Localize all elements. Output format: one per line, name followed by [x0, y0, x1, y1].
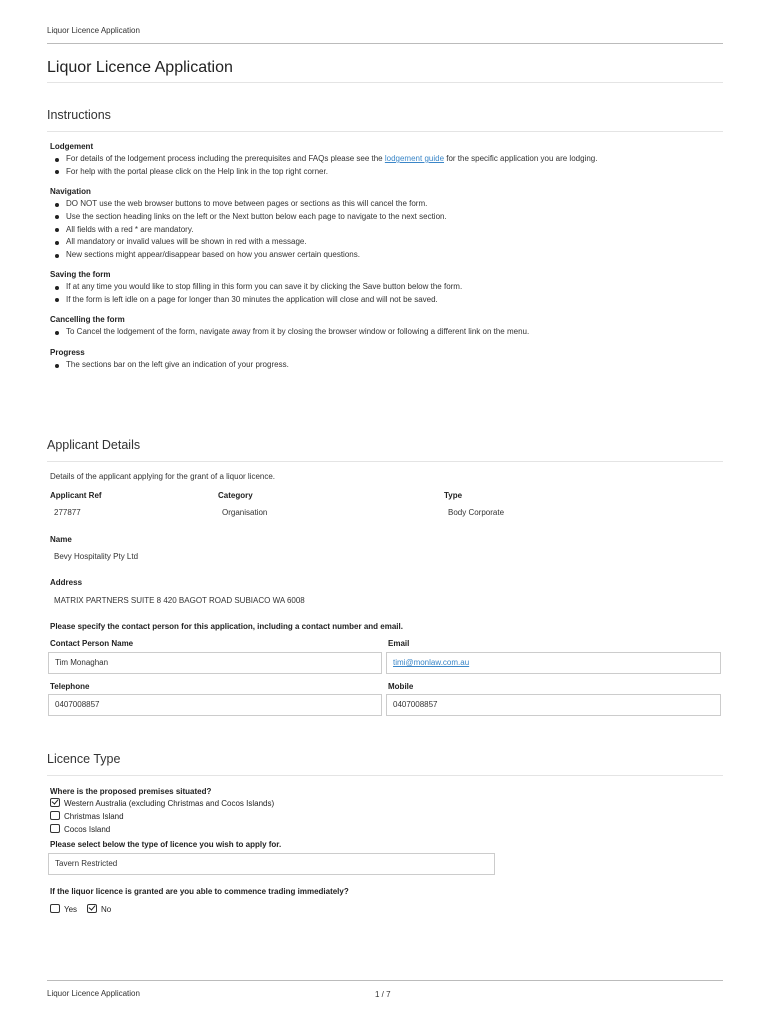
- premises-question: Where is the proposed premises situated?: [50, 787, 212, 796]
- applicant-ref-label: Applicant Ref: [50, 491, 102, 500]
- cancelling-list: [53, 326, 529, 339]
- list-item: If at any time you would like to stop filling in this form you can save it by clicking the Save button below the form.: [53, 281, 462, 294]
- footer-title: Liquor Licence Application: [47, 989, 140, 998]
- running-header: Liquor Licence Application: [47, 26, 140, 35]
- name-label: Name: [50, 535, 72, 544]
- applicant-description: Details of the applicant applying for the grant of a liquor licence.: [50, 472, 276, 481]
- lodgement-guide-link[interactable]: lodgement guide: [384, 154, 445, 163]
- premises-option-christmas[interactable]: Christmas Island: [50, 812, 124, 821]
- telephone-label: Telephone: [50, 682, 90, 691]
- list-item: For details of the lodgement process including the prerequisites and FAQs please see the lodgement guide for the specific application you are lodging.: [53, 153, 597, 166]
- applicant-ref-value: 277877: [54, 508, 81, 517]
- name-value: Bevy Hospitality Pty Ltd: [54, 552, 139, 561]
- list-item: The sections bar on the left give an indication of your progress.: [53, 359, 289, 372]
- navigation-title: Navigation: [50, 187, 91, 196]
- address-value: MATRIX PARTNERS SUITE 8 420 BAGOT ROAD SUBIACO WA 6008: [54, 596, 305, 605]
- lodgement-title: Lodgement: [50, 142, 94, 151]
- licence-divider: [47, 775, 723, 776]
- mobile-label: Mobile: [388, 682, 414, 691]
- lodgement-list: [53, 153, 597, 179]
- address-label: Address: [50, 578, 83, 587]
- list-item: New sections might appear/disappear based on how you answer certain questions.: [53, 249, 447, 262]
- instructions-heading: Instructions: [47, 108, 111, 122]
- checkbox-checked-icon[interactable]: [50, 798, 60, 807]
- instructions-divider: [47, 131, 723, 132]
- applicant-heading: Applicant Details: [47, 438, 141, 452]
- list-item: Use the section heading links on the left or the Next button below each page to navigate to the next section.: [53, 211, 447, 224]
- telephone-field[interactable]: 0407008857: [48, 694, 382, 716]
- page-number: 1 / 7: [375, 990, 391, 999]
- checkbox-unchecked-icon[interactable]: [50, 824, 60, 833]
- checkbox-checked-icon[interactable]: [87, 904, 97, 913]
- licence-type-prompt: Please select below the type of licence you wish to apply for.: [50, 840, 282, 849]
- progress-title: Progress: [50, 348, 85, 357]
- page-title: Liquor Licence Application: [47, 59, 233, 76]
- title-divider: [47, 82, 723, 83]
- header-divider: [47, 43, 723, 44]
- saving-list: [53, 281, 462, 307]
- type-label: Type: [444, 491, 463, 500]
- cancelling-title: Cancelling the form: [50, 315, 125, 324]
- list-item: All mandatory or invalid values will be shown in red with a message.: [53, 236, 447, 249]
- list-item: If the form is left idle on a page for longer than 30 minutes the application will close and will not be saved.: [53, 294, 462, 307]
- commence-yes-option[interactable]: Yes: [50, 905, 77, 914]
- premises-option-wa[interactable]: Western Australia (excluding Christmas and Cocos Islands): [50, 799, 274, 808]
- saving-title: Saving the form: [50, 270, 111, 279]
- category-label: Category: [218, 491, 253, 500]
- contact-prompt: Please specify the contact person for this application, including a contact number and email.: [50, 622, 403, 631]
- category-value: Organisation: [222, 508, 268, 517]
- type-value: Body Corporate: [448, 508, 505, 517]
- checkbox-unchecked-icon[interactable]: [50, 811, 60, 820]
- contact-name-label: Contact Person Name: [50, 639, 134, 648]
- list-item: DO NOT use the web browser buttons to move between pages or sections as this will cancel the form.: [53, 198, 447, 211]
- commence-no-option[interactable]: No: [87, 905, 111, 914]
- applicant-divider: [47, 461, 723, 462]
- contact-name-field[interactable]: Tim Monaghan: [48, 652, 382, 674]
- licence-heading: Licence Type: [47, 752, 121, 766]
- progress-list: [53, 359, 289, 372]
- premises-option-cocos[interactable]: Cocos Island: [50, 825, 110, 834]
- list-item: All fields with a red * are mandatory.: [53, 224, 447, 237]
- email-label: Email: [388, 639, 410, 648]
- footer-divider: [47, 980, 723, 981]
- checkbox-unchecked-icon[interactable]: [50, 904, 60, 913]
- list-item: To Cancel the lodgement of the form, navigate away from it by closing the browser window or following a different link on the menu.: [53, 326, 529, 339]
- email-field[interactable]: [386, 652, 721, 674]
- navigation-list: [53, 198, 447, 262]
- list-item: For help with the portal please click on the Help link in the top right corner.: [53, 166, 597, 179]
- email-link[interactable]: timi@monlaw.com.au: [393, 658, 470, 667]
- mobile-field[interactable]: 0407008857: [386, 694, 721, 716]
- commence-question: If the liquor licence is granted are you able to commence trading immediately?: [50, 887, 349, 896]
- licence-type-field[interactable]: Tavern Restricted: [48, 853, 495, 875]
